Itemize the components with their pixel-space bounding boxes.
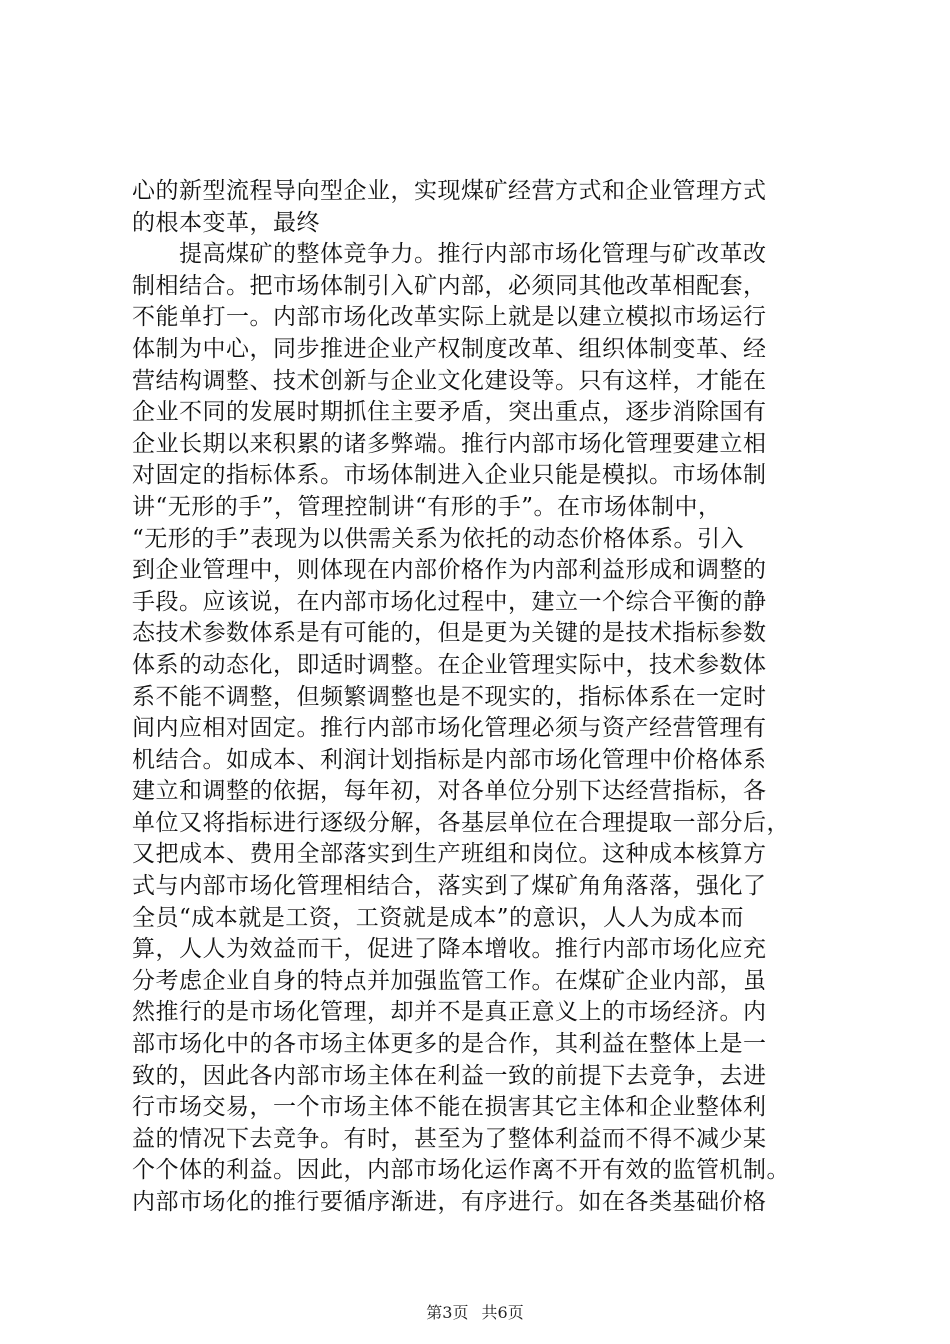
text-line: 系不能不调整，但频繁调整也是不现实的，指标体系在一定时 [132, 683, 767, 710]
text-line: 到企业管理中，则体现在内部价格作为内部利益形成和调整的 [132, 557, 767, 584]
text-line: 讲“无形的手”，管理控制讲“有形的手”。在市场体制中， [132, 493, 722, 520]
page-footer [0, 1303, 950, 1323]
text-line: 行市场交易，一个市场主体不能在损害其它主体和企业整体利 [132, 1094, 767, 1121]
text-line: 致的，因此各内部市场主体在利益一致的前提下去竞争，去进 [132, 1062, 767, 1089]
text-line: 企业长期以来积累的诸多弊端。推行内部市场化管理要建立相 [132, 430, 767, 457]
text-line: 建立和调整的依据，每年初，对各单位分别下达经营指标，各 [132, 778, 767, 805]
text-line: “无形的手”表现为以供需关系为依托的动态价格体系。引入 [132, 525, 745, 552]
text-line: 提高煤矿的整体竞争力。推行内部市场化管理与矿改革改 [132, 241, 767, 268]
page-total: 共6页 [481, 1303, 524, 1322]
text-line: 不能单打一。内部市场化改革实际上就是以建立模拟市场运行 [132, 304, 767, 331]
text-line: 全员“成本就是工资，工资就是成本”的意识，人人为成本而 [132, 904, 745, 931]
text-line: 制相结合。把市场体制引入矿内部，必须同其他改革相配套， [132, 272, 767, 299]
text-line: 营结构调整、技术创新与企业文化建设等。只有这样，才能在 [132, 367, 767, 394]
text-line: 益的情况下去竞争。有时，甚至为了整体利益而不得不减少某 [132, 1125, 767, 1152]
text-line: 态技术参数体系是有可能的，但是更为关键的是技术指标参数 [132, 620, 767, 647]
text-line: 手段。应该说，在内部市场化过程中，建立一个综合平衡的静 [132, 588, 767, 615]
text-line: 然推行的是市场化管理，却并不是真正意义上的市场经济。内 [132, 999, 767, 1026]
text-line: 企业不同的发展时期抓住主要矛盾，突出重点，逐步消除国有 [132, 399, 767, 426]
text-line: 分考虑企业自身的特点并加强监管工作。在煤矿企业内部，虽 [132, 967, 767, 994]
text-line: 体系的动态化，即适时调整。在企业管理实际中，技术参数体 [132, 651, 767, 678]
text-line: 个个体的利益。因此，内部市场化运作离不开有效的监管机制。 [132, 1157, 790, 1184]
text-line: 体制为中心，同步推进企业产权制度改革、组织体制变革、经 [132, 335, 767, 362]
text-line: 算，人人为效益而干，促进了降本增收。推行内部市场化应充 [132, 936, 767, 963]
text-line: 单位又将指标进行逐级分解，各基层单位在合理提取一部分后， [132, 809, 790, 836]
text-line: 间内应相对固定。推行内部市场化管理必须与资产经营管理有 [132, 715, 767, 742]
page-number: 第3页 [426, 1303, 469, 1322]
text-line: 式与内部市场化管理相结合，落实到了煤矿角角落落，强化了 [132, 873, 767, 900]
text-line: 对固定的指标体系。市场体制进入企业只能是模拟。市场体制 [132, 462, 767, 489]
text-line: 又把成本、费用全部落实到生产班组和岗位。这种成本核算方 [132, 841, 767, 868]
text-line: 机结合。如成本、利润计划指标是内部市场化管理中价格体系 [132, 746, 767, 773]
text-line: 部市场化中的各市场主体更多的是合作，其利益在整体上是一 [132, 1031, 767, 1058]
body-text [132, 176, 832, 1219]
text-line: 的根本变革，最终 [132, 209, 320, 236]
text-line: 心的新型流程导向型企业，实现煤矿经营方式和企业管理方式 [132, 178, 767, 204]
text-line: 内部市场化的推行要循序渐进，有序进行。如在各类基础价格 [132, 1189, 767, 1215]
